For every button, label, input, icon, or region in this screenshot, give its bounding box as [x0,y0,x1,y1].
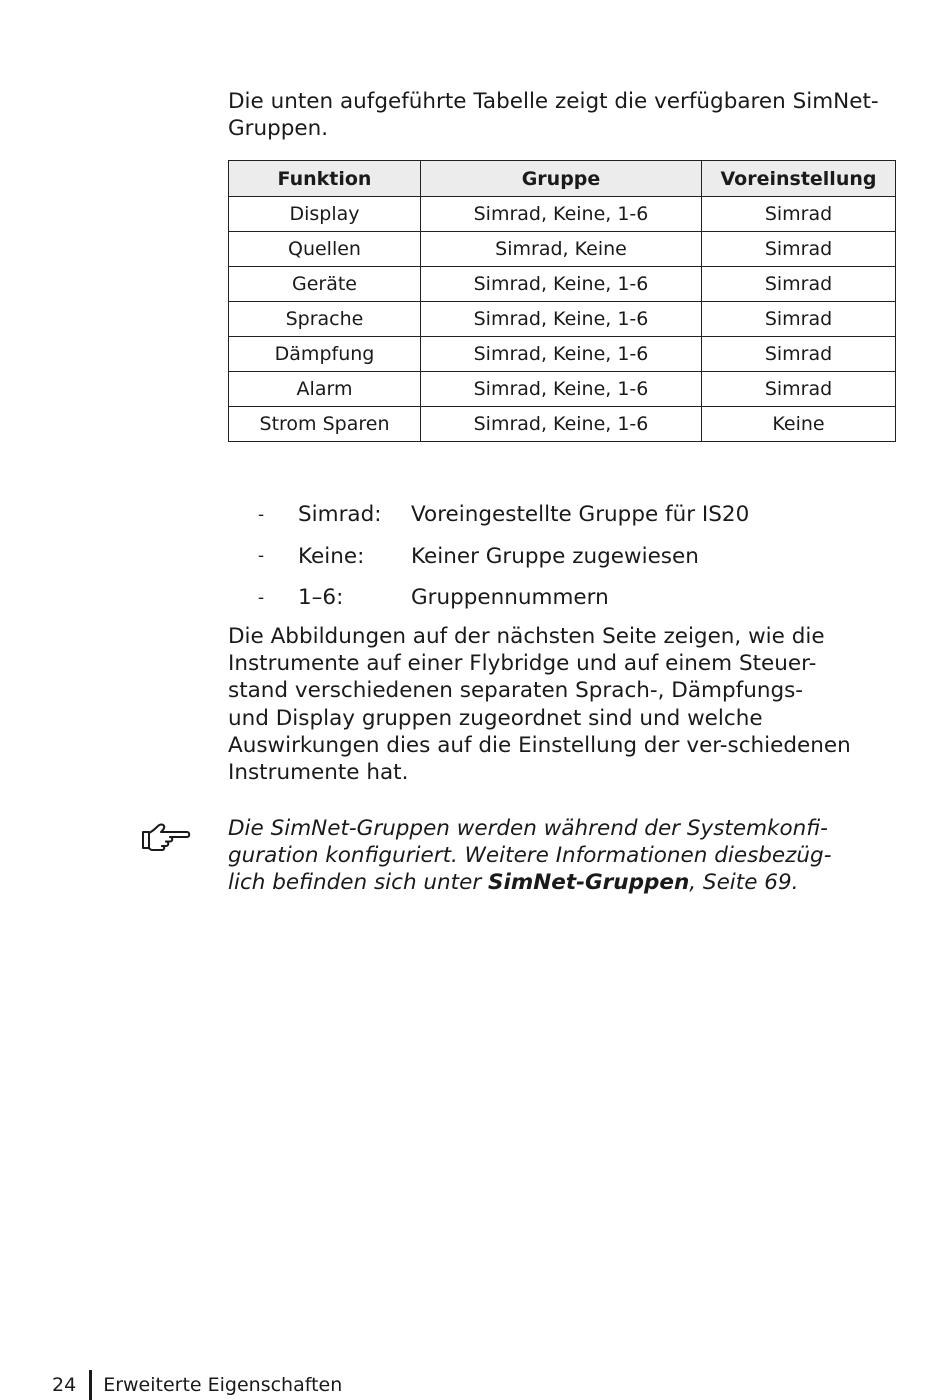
table-cell: Quellen [229,232,421,267]
section-title: Erweiterte Eigenschaften [103,1374,343,1396]
list-bullet: - [258,504,265,525]
note-line: guration konfiguriert. Weitere Informationen diesbezüg- [228,843,832,869]
definition-description: Keiner Gruppe zugewiesen [411,543,699,569]
table-row [229,337,896,372]
table-cell: Simrad [702,267,896,302]
table-cell: Simrad [702,337,896,372]
table-cell: Strom Sparen [229,407,421,442]
definition-term: Simrad: [298,502,382,528]
table-cell: Dämpfung [229,337,421,372]
table-header-row [229,161,896,197]
intro-text: Die unten aufgeführte Tabelle zeigt die verfügbaren SimNet-Gruppen. [228,89,879,141]
page-footer [52,1370,342,1400]
table-cell: Simrad [702,372,896,407]
table-row [229,232,896,267]
list-bullet: - [258,546,265,567]
body-paragraph [228,623,908,786]
table-cell: Simrad, Keine [421,232,702,267]
paragraph-line: Instrumente auf einer Flybridge und auf einem Steuer- [228,651,817,677]
column-header-gruppe: Gruppe [421,161,702,197]
definition-term: Keine: [298,543,365,569]
column-header-voreinstellung: Voreinstellung [702,161,896,197]
definition-description: Gruppennummern [411,585,609,611]
pointing-hand-icon [140,818,192,854]
table-cell: Simrad [702,302,896,337]
table-cell: Simrad [702,197,896,232]
note-line: lich befinden sich unter [228,870,488,896]
group-definitions-list [258,494,908,619]
list-item [258,536,908,578]
note-line: , Seite 69. [689,870,799,896]
table-cell: Simrad, Keine, 1-6 [421,407,702,442]
table-cell: Simrad, Keine, 1-6 [421,302,702,337]
table-row [229,372,896,407]
table-cell: Simrad, Keine, 1-6 [421,337,702,372]
paragraph-line: Die Abbildungen auf der nächsten Seite zeigen, wie die [228,624,825,649]
cross-reference: SimNet-Gruppen [488,870,690,896]
table-row [229,407,896,442]
note-text [228,815,908,897]
table-cell: Keine [702,407,896,442]
paragraph-line: Instrumente hat. [228,760,409,786]
table-cell: Sprache [229,302,421,337]
page-number: 24 [52,1374,77,1396]
table-cell: Simrad, Keine, 1-6 [421,197,702,232]
table-cell: Alarm [229,372,421,407]
list-bullet: - [258,587,265,608]
paragraph-line: Auswirkungen dies auf die Einstellung der ver-schiedenen [228,732,851,758]
definition-term: 1–6: [298,585,344,611]
table-cell: Simrad [702,232,896,267]
table-cell: Simrad, Keine, 1-6 [421,267,702,302]
paragraph-line: und Display gruppen zugeordnet sind und welche [228,705,763,731]
table-row [229,302,896,337]
table-cell: Simrad, Keine, 1-6 [421,372,702,407]
table-row [229,197,896,232]
simnet-groups-table [228,160,896,442]
definition-description: Voreingestellte Gruppe für IS20 [411,502,750,528]
paragraph-line: stand verschiedenen separaten Sprach-, Dämpfungs- [228,678,804,704]
table-cell: Geräte [229,267,421,302]
list-item [258,494,908,536]
table-row [229,267,896,302]
column-header-funktion: Funktion [229,161,421,197]
footer-divider [89,1370,92,1400]
table-cell: Display [229,197,421,232]
note-line: Die SimNet-Gruppen werden während der Systemkonfi- [228,816,828,841]
list-item [258,577,908,619]
